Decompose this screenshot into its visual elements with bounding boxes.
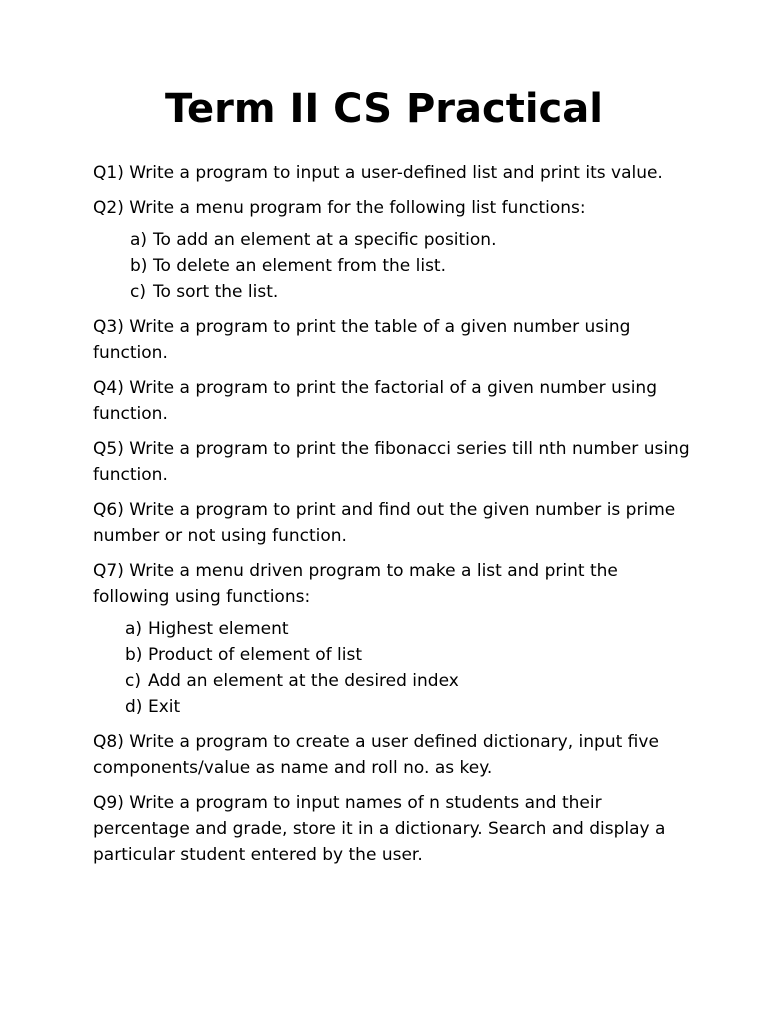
list-item-text: To delete an element from the list. — [153, 256, 447, 276]
list-item — [93, 227, 693, 253]
question-2-sublist — [93, 227, 693, 305]
list-marker: a) — [125, 619, 143, 639]
list-item-text: Exit — [148, 697, 181, 717]
question-list — [93, 160, 693, 877]
list-item — [93, 694, 693, 720]
list-item — [93, 279, 693, 305]
list-item-text: Product of element of list — [148, 645, 363, 665]
question-7-sublist — [93, 616, 693, 720]
list-item-text: Add an element at the desired index — [148, 671, 459, 691]
question-5: Q5) Write a program to print the fibonacci series till nth number using function. — [93, 439, 690, 485]
question-3: Q3) Write a program to print the table of a given number using function. — [93, 317, 631, 363]
list-marker: b) — [125, 645, 143, 665]
question-1: Q1) Write a program to input a user-defined list and print its value. — [93, 163, 663, 183]
question-8: Q8) Write a program to create a user defined dictionary, input five components/value as name and roll no. as key. — [93, 732, 659, 778]
list-marker: b) — [130, 256, 148, 276]
list-item-text: To sort the list. — [153, 282, 279, 302]
list-item-text: To add an element at a specific position. — [153, 230, 497, 250]
list-item — [93, 616, 693, 642]
question-7: Q7) Write a menu driven program to make a list and print the following using functions: — [93, 561, 618, 607]
list-marker: c) — [125, 671, 141, 691]
question-6: Q6) Write a program to print and find out the given number is prime number or not using function. — [93, 500, 676, 546]
question-9: Q9) Write a program to input names of n students and their percentage and grade, store it in a dictionary. Search and display a particular student entered by the user. — [93, 793, 666, 865]
list-item — [93, 642, 693, 668]
question-2: Q2) Write a menu program for the following list functions: — [93, 198, 586, 218]
list-marker: a) — [130, 230, 148, 250]
list-item — [93, 253, 693, 279]
question-4: Q4) Write a program to print the factorial of a given number using function. — [93, 378, 657, 424]
page-title: Term II CS Practical — [165, 86, 603, 132]
list-item-text: Highest element — [148, 619, 289, 639]
list-item — [93, 668, 693, 694]
list-marker: c) — [130, 282, 146, 302]
list-marker: d) — [125, 697, 143, 717]
